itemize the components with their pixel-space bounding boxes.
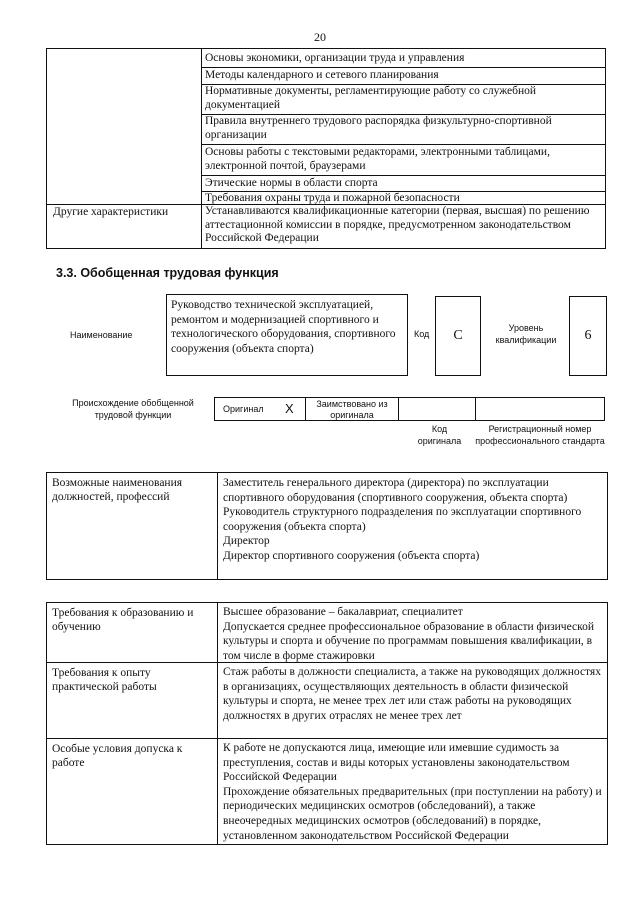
gtf-code-value: С [435, 296, 481, 376]
origin-table [214, 397, 605, 421]
knowledge-table [46, 48, 606, 249]
original-label: Оригинал [223, 404, 264, 414]
education-label: Требования к образованию и обучению [52, 607, 194, 633]
other-characteristics-value: Устанавливаются квалификационные категории (первая, высшая) по решению аттестационной комиссии в порядке, предусмотренном законодательством Российской Федерации [205, 205, 590, 244]
positions-table [46, 472, 608, 580]
registration-number-label: Регистрационный номер профессионального стандарта [475, 424, 605, 446]
origin-label: Происхождение обобщенной трудовой функции [72, 398, 194, 420]
other-characteristics-label: Другие характеристики [53, 206, 169, 218]
code-label: Код [414, 329, 430, 339]
qualification-level-value: 6 [569, 296, 607, 376]
gtf-name-value: Руководство технической эксплуатацией, ремонтом и модернизацией спортивного и технологического оборудования, спортивного сооружения (объекта спорта) [166, 294, 408, 376]
level-label: Уровень квалификации [495, 323, 557, 345]
borrowed-label: Заимствовано из оригинала [316, 399, 388, 420]
original-mark: X [285, 401, 294, 416]
knowledge-row: Методы календарного и сетевого планирования [205, 69, 439, 81]
page-number: 20 [314, 30, 326, 44]
requirements-table [46, 602, 608, 845]
experience-value: Стаж работы в должности специалиста, а также на руководящих должностях в организациях, осуществляющих деятельность в области физической культуры и спорта, не менее трех лет или стаж работы на руководящих должностях в других отраслях не менее трех лет [223, 666, 601, 722]
knowledge-row: Основы работы с текстовыми редакторами, электронными таблицами, электронной почтой, браузерами [205, 146, 550, 172]
special-conditions-label: Особые условия допуска к работе [52, 743, 183, 769]
name-label: Наименование [70, 330, 133, 340]
knowledge-row: Этические нормы в области спорта [205, 177, 378, 189]
knowledge-row: Нормативные документы, регламентирующие работу со служебной документацией [205, 85, 537, 111]
section-title: 3.3. Обобщенная трудовая функция [56, 266, 279, 280]
education-value: Высшее образование – бакалавриат, специалитет Допускается среднее профессиональное образование в области физической культуры и спорта и обучение по программам повышения квалификации, в том числе в форме стажировки [223, 606, 594, 662]
knowledge-row: Правила внутреннего трудового распорядка физкультурно-спортивной организации [205, 115, 552, 141]
knowledge-row: Требования охраны труда и пожарной безопасности [205, 192, 460, 204]
knowledge-row: Основы экономики, организации труда и управления [205, 52, 465, 64]
positions-label: Возможные наименования должностей, профессий [52, 477, 183, 503]
experience-label: Требования к опыту практической работы [52, 667, 157, 693]
positions-value: Заместитель генерального директора (директора) по эксплуатации спортивного оборудования (спортивного сооружения, объекта спорта) Руководитель структурного подразделения по эксплуатации спортивного сооружения (объекта спорта) Директор Директор спортивного сооружения (объекта спорта) [223, 477, 582, 562]
special-conditions-value: К работе не допускаются лица, имеющие или имевшие судимость за преступления, состав и виды которых установлены законодательством Российской Федерации Прохождение обязательных предварительных (при поступлении на работу) и периодических медицинских осмотров (обследований), а также внеочередных медицинских осмотров (обследований) в порядке, установленном законодательством Российской Федерации [223, 742, 602, 842]
origin-code-label: Код оригинала [417, 424, 462, 446]
